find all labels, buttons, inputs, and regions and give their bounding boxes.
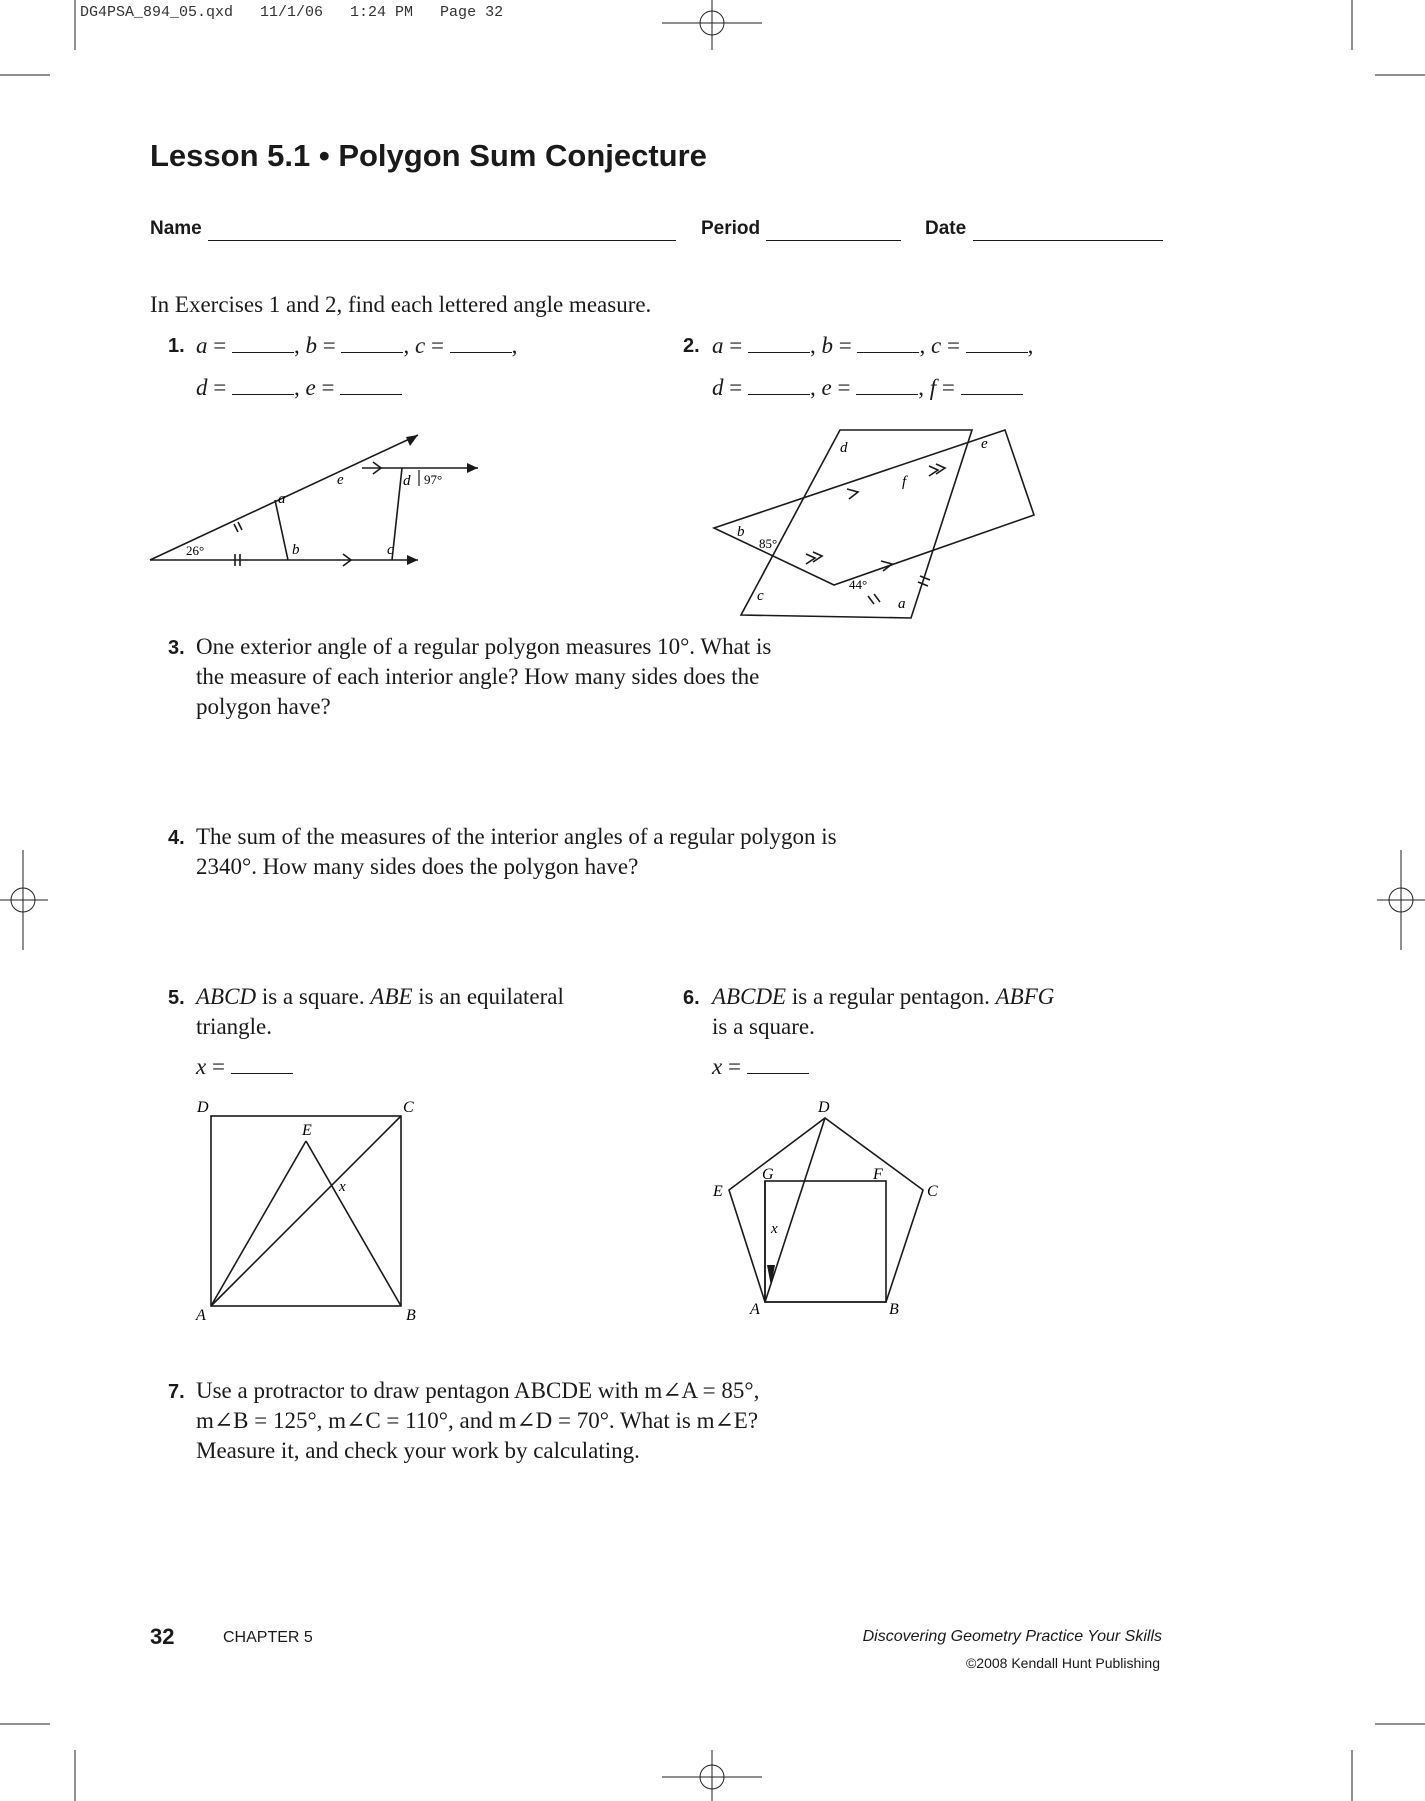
- ex4-line-2: 2340°. How many sides does the polygon have?: [196, 854, 639, 879]
- period-line[interactable]: [766, 240, 901, 241]
- ex2-label-b: b: [737, 524, 745, 540]
- ex6-label-E: E: [713, 1183, 723, 1200]
- ex6-abfg: ABFG: [995, 984, 1055, 1009]
- ex6-number: 6.: [683, 987, 700, 1009]
- ex5-abcd: ABCD: [196, 984, 257, 1009]
- ex2-label-d: d: [840, 440, 848, 456]
- ex5-figure: [190, 1095, 430, 1325]
- ex3-line-3: polygon have?: [196, 694, 331, 719]
- ex1-blank-c[interactable]: [450, 334, 512, 353]
- ex2-answers-line1: a = , b = , c = ,: [712, 333, 1034, 358]
- ex6-line-1: [712, 982, 1054, 1012]
- ex1-label-d: d: [403, 473, 411, 489]
- ex5-line-1: [196, 982, 564, 1012]
- ex2-blank-c[interactable]: [966, 334, 1028, 353]
- ex5-label-B: B: [406, 1307, 416, 1324]
- name-line[interactable]: [208, 240, 676, 241]
- ex2-var-a: a: [712, 333, 724, 358]
- ex1-number: 1.: [168, 335, 185, 357]
- ex1-answers-line2: d = , e =: [196, 373, 402, 403]
- ex4-text: [196, 822, 837, 882]
- ex2-var-c: c: [930, 333, 942, 358]
- ex1-blank-e[interactable]: [340, 376, 402, 395]
- ex1-var-e: e: [305, 375, 316, 400]
- ex2-blank-a[interactable]: [748, 334, 810, 353]
- ex1-var-d: d: [196, 375, 208, 400]
- ex2-label-a: a: [898, 596, 906, 612]
- ex5-line-2: triangle.: [196, 1014, 272, 1039]
- instructions: In Exercises 1 and 2, find each lettered angle measure.: [150, 292, 652, 317]
- file-slug: DG4PSA_894_05.qxd 11/1/06 1:24 PM Page 32: [80, 4, 504, 21]
- ex2-blank-f[interactable]: [961, 376, 1023, 395]
- ex2-var-d: d: [712, 375, 724, 400]
- ex2-var-f: f: [929, 375, 937, 400]
- ex2-var-e: e: [821, 375, 832, 400]
- book-title: Discovering Geometry Practice Your Skills: [862, 1628, 1162, 1645]
- ex5-label-x: x: [339, 1179, 346, 1195]
- ex2-label-e: e: [981, 436, 988, 452]
- ex7-line-1: Use a protractor to draw pentagon ABCDE with m∠A = 85°,: [196, 1378, 760, 1403]
- ex6-text: [712, 982, 1054, 1082]
- ex5-blank-x[interactable]: [231, 1055, 293, 1074]
- ex6-label-F: F: [873, 1166, 883, 1183]
- ex1-answers-line1: a = , b = , c = ,: [196, 333, 518, 358]
- ex3-number: 3.: [168, 637, 185, 659]
- ex6-line-2: is a square.: [712, 1014, 815, 1039]
- ex1-blank-a[interactable]: [232, 334, 294, 353]
- ex2-figure: [700, 420, 1050, 620]
- ex2-label-44: 44°: [849, 577, 868, 592]
- ex4-line-1: The sum of the measures of the interior angles of a regular polygon is: [196, 824, 837, 849]
- ex6-text-a: is a regular pentagon.: [786, 984, 996, 1009]
- ex3-line-1: One exterior angle of a regular polygon measures 10°. What is: [196, 634, 772, 659]
- ex1-var-a: a: [196, 333, 208, 358]
- ex7-line-3: Measure it, and check your work by calculating.: [196, 1438, 640, 1463]
- ex5-var-x: x: [196, 1054, 207, 1079]
- ex1-blank-b[interactable]: [341, 334, 403, 353]
- ex1-label-a: a: [278, 491, 286, 507]
- ex6-blank-x[interactable]: [747, 1055, 809, 1074]
- ex5-answer: x =: [196, 1052, 564, 1082]
- ex2-label-85: 85°: [759, 536, 778, 551]
- ex2-blank-b[interactable]: [857, 334, 919, 353]
- ex6-label-C: C: [927, 1183, 938, 1200]
- ex6-var-x: x: [712, 1054, 723, 1079]
- ex6-figure: [700, 1095, 960, 1325]
- ex6-label-B: B: [889, 1301, 899, 1318]
- ex2-label-c: c: [757, 588, 764, 604]
- ex3-text: [196, 632, 771, 722]
- ex5-label-D: D: [197, 1099, 209, 1116]
- ex5-abe: ABE: [370, 984, 413, 1009]
- copyright: ©2008 Kendall Hunt Publishing: [965, 1655, 1160, 1671]
- page-number: 32: [150, 1624, 175, 1649]
- ex1-label-97: 97°: [424, 472, 443, 487]
- ex1-label-b: b: [292, 542, 300, 558]
- ex1-var-c: c: [414, 333, 426, 358]
- ex2-label-f: f: [902, 474, 907, 490]
- ex1-blank-d[interactable]: [232, 376, 294, 395]
- ex5-number: 5.: [168, 987, 185, 1009]
- ex7-text: [196, 1376, 759, 1466]
- ex2-blank-e[interactable]: [856, 376, 918, 395]
- ex5-text-b: is an equilateral: [412, 984, 564, 1009]
- ex6-label-A: A: [750, 1301, 760, 1318]
- ex5-label-C: C: [403, 1099, 414, 1116]
- ex5-label-E: E: [302, 1122, 312, 1139]
- ex7-number: 7.: [168, 1381, 185, 1403]
- ex5-label-A: A: [196, 1307, 206, 1324]
- ex7-line-2: m∠B = 125°, m∠C = 110°, and m∠D = 70°. What is m∠E?: [196, 1408, 759, 1433]
- ex2-answers-line2: d = , e = , f =: [712, 373, 1023, 403]
- ex4-number: 4.: [168, 827, 185, 849]
- ex6-label-x: x: [771, 1221, 778, 1237]
- name-label: Name: [150, 218, 202, 239]
- ex2-number: 2.: [683, 335, 700, 357]
- ex6-abcde: ABCDE: [712, 984, 787, 1009]
- period-label: Period: [701, 218, 761, 239]
- date-label: Date: [925, 218, 967, 239]
- date-line[interactable]: [973, 240, 1163, 241]
- ex6-answer: x =: [712, 1052, 1054, 1082]
- ex6-label-G: G: [762, 1166, 774, 1183]
- chapter-label: CHAPTER 5: [223, 1629, 313, 1646]
- ex1-label-e: e: [337, 472, 344, 488]
- ex1-var-b: b: [305, 333, 317, 358]
- ex5-text-a: is a square.: [256, 984, 371, 1009]
- ex1-label-26: 26°: [186, 543, 205, 558]
- ex2-blank-d[interactable]: [748, 376, 810, 395]
- ex1-figure: [140, 420, 490, 580]
- ex3-line-2: the measure of each interior angle? How many sides does the: [196, 664, 760, 689]
- ex1-label-c: c: [387, 542, 394, 558]
- ex2-var-b: b: [821, 333, 833, 358]
- page-title: Lesson 5.1 • Polygon Sum Conjecture: [150, 138, 707, 173]
- ex5-text: [196, 982, 564, 1082]
- ex6-label-D: D: [818, 1099, 830, 1116]
